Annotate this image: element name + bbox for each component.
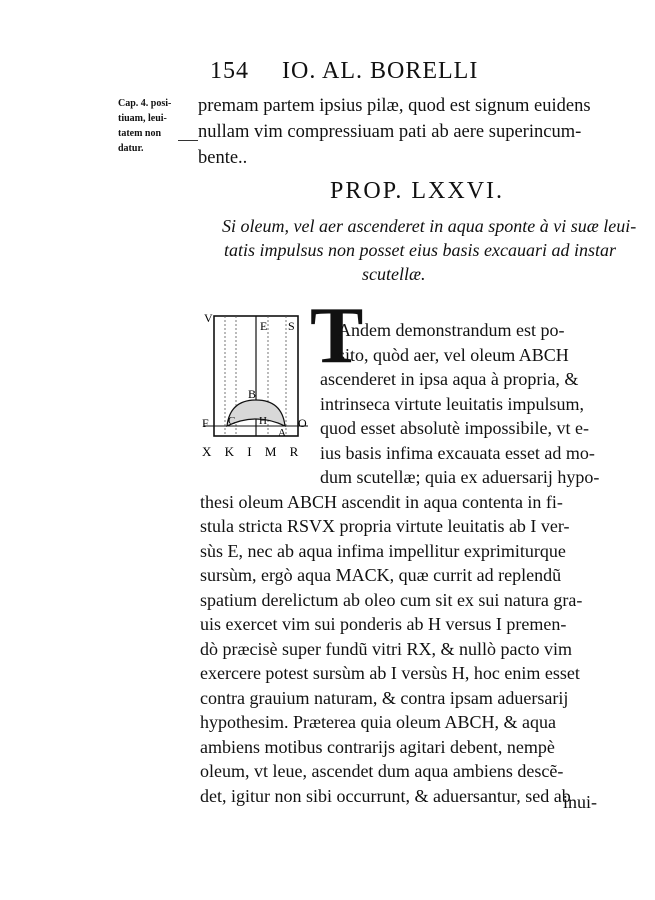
text-line: oleum, vt leue, ascendet dum aqua ambiens descẽ- <box>200 761 564 781</box>
text-line: stula stricta RSVX propria virtute leuitatis ab I ver- <box>200 516 570 536</box>
text-line: premam partem ipsius pilæ, quod est signum euidens <box>198 96 591 116</box>
text-line: dò præcisè super fundũ vitri RX, & nullò pacto vim <box>200 638 572 659</box>
text-line: sito, quòd aer, vel oleum ABCH <box>338 344 569 365</box>
body-paragraph <box>200 318 599 808</box>
page-number: 154 <box>210 58 249 84</box>
label-h: H <box>259 415 267 427</box>
margin-note <box>118 96 196 156</box>
drop-cap: T <box>310 292 364 380</box>
text-line: sùs E, nec ab aqua infima impellitur exprimiturque <box>200 540 566 561</box>
text-line: Andem demonstrandum est po- <box>338 320 565 340</box>
label-b: B <box>248 387 257 401</box>
label-v: V <box>204 311 213 325</box>
label-e: E <box>260 319 268 333</box>
text-line: intrinseca virtute leuitatis impulsum, <box>320 393 584 414</box>
text-line: det, igitur non sibi occurrunt, & aduersantur, sed ab <box>200 785 571 806</box>
margin-note-line: Cap. 4. posi- <box>118 98 172 109</box>
text-line: quod esset absolutè impossibile, vt e- <box>320 418 589 438</box>
proposition-enunciation <box>222 214 636 286</box>
text-line: sursùm, ergò aqua MACK, quæ currit ad replendũ <box>200 565 562 585</box>
margin-rule <box>178 140 198 141</box>
label-s: S <box>288 319 295 333</box>
text-line: uis exercet vim sui ponderis ab H versus I premen- <box>200 614 567 634</box>
text-line: dum scutellæ; quia ex aduersarij hypo- <box>320 467 600 487</box>
text-line: hypothesim. Præterea quia oleum ABCH, & aqua <box>200 712 556 732</box>
margin-note-line: tiuam, leui- <box>118 113 167 124</box>
running-header <box>210 58 478 85</box>
running-title: IO. AL. BORELLI <box>282 58 479 84</box>
text-line: ascenderet in ipsa aqua à propria, & <box>320 369 579 389</box>
label-a: A <box>278 427 286 439</box>
text-line: ius basis infima excauata esset ad mo- <box>320 442 595 463</box>
label-bottom-row: X K I M R <box>202 444 304 459</box>
enunciation-line: tatis impulsus non posset eius basis excauari ad instar <box>224 240 617 260</box>
text-line: thesi oleum ABCH ascendit in aqua contenta in fi- <box>200 491 563 512</box>
enunciation-line: Si oleum, vel aer ascenderet in aqua sponte à vi suæ leui- <box>222 216 637 236</box>
intro-paragraph <box>198 93 591 171</box>
enunciation-line: scutellæ. <box>362 264 426 284</box>
proposition-title: PROP. LXXVI. <box>330 178 505 204</box>
text-line: contra grauium naturam, & contra ipsam aduersarij <box>200 687 569 708</box>
catchword: inui- <box>563 792 597 812</box>
margin-note-line: datur. <box>118 143 144 154</box>
label-c: C <box>228 415 236 427</box>
label-f: F <box>202 416 209 430</box>
margin-note-line: tatem non <box>118 128 162 139</box>
text-line: nullam vim compressiuam pati ab aere superincum- <box>198 122 582 142</box>
text-line: ambiens motibus contrarijs agitari debent, nempè <box>200 736 555 757</box>
text-line: bente.. <box>198 148 248 168</box>
text-line: exercere potest sursùm ab I versùs H, hoc enim esset <box>200 663 580 683</box>
label-o: O <box>298 416 307 430</box>
text-line: spatium derelictum ab oleo cum sit ex sui natura gra- <box>200 589 583 610</box>
